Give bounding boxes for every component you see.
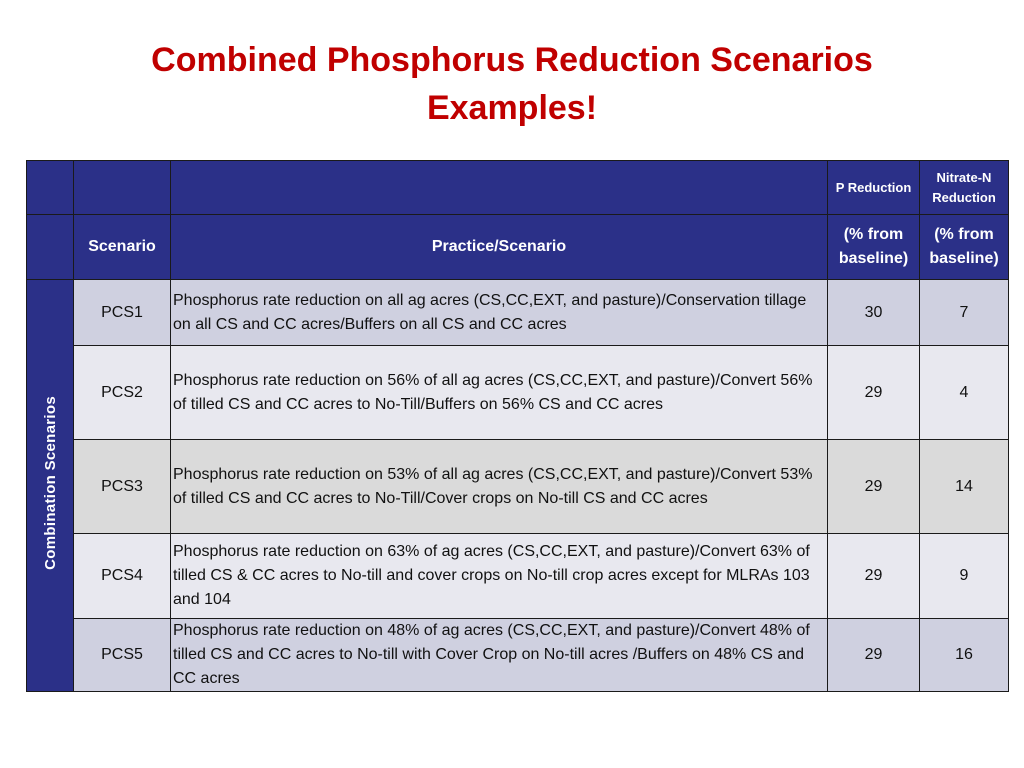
header-p-unit: (% from baseline) [828, 215, 920, 280]
scenario-practice: Phosphorus rate reduction on all ag acres (CS,CC,EXT, and pasture)/Conservation tillage on all CS and CC acres/Buffers on all CS and CC acres [171, 280, 828, 346]
scenario-code: PCS5 [74, 619, 171, 692]
scenario-code: PCS4 [74, 534, 171, 619]
slide-title-line-2: Examples! [426, 89, 598, 127]
header-scenario: Scenario [74, 215, 171, 280]
table-row [27, 346, 1009, 440]
scenario-code: PCS1 [74, 280, 171, 346]
nitrate-reduction-value: 7 [920, 280, 1009, 346]
nitrate-reduction-value: 9 [920, 534, 1009, 619]
group-label-cell [27, 280, 74, 692]
header-practice: Practice/Scenario [171, 215, 828, 280]
table-row [27, 534, 1009, 619]
header-row-bottom [27, 215, 1009, 280]
p-reduction-value: 30 [828, 280, 920, 346]
scenario-code: PCS3 [74, 440, 171, 534]
header-p-reduction: P Reduction [828, 161, 920, 215]
header-blank-practice [171, 161, 828, 215]
scenario-table [26, 160, 1009, 692]
scenario-code: PCS2 [74, 346, 171, 440]
header-blank-group-2 [27, 215, 74, 280]
header-blank-group [27, 161, 74, 215]
header-blank-scenario [74, 161, 171, 215]
p-reduction-value: 29 [828, 346, 920, 440]
nitrate-reduction-value: 4 [920, 346, 1009, 440]
scenario-practice: Phosphorus rate reduction on 56% of all ag acres (CS,CC,EXT, and pasture)/Convert 56% of tilled CS and CC acres to No-Till/Buffers on 56% CS and CC acres [171, 346, 828, 440]
p-reduction-value: 29 [828, 440, 920, 534]
table-row [27, 619, 1009, 692]
scenario-practice: Phosphorus rate reduction on 63% of ag acres (CS,CC,EXT, and pasture)/Convert 63% of tilled CS & CC acres to No-till and cover crops on No-till crop acres except for MLRAs 103 and 104 [171, 534, 828, 619]
p-reduction-value: 29 [828, 534, 920, 619]
slide-title-line-1: Combined Phosphorus Reduction Scenarios [151, 41, 873, 79]
header-nitrate-unit: (% from baseline) [920, 215, 1009, 280]
table-row [27, 280, 1009, 346]
nitrate-reduction-value: 14 [920, 440, 1009, 534]
header-row-top [27, 161, 1009, 215]
header-nitrate-reduction: Nitrate-N Reduction [920, 161, 1009, 215]
slide-title [0, 36, 1024, 132]
table-row [27, 440, 1009, 534]
scenario-practice: Phosphorus rate reduction on 48% of ag acres (CS,CC,EXT, and pasture)/Convert 48% of tilled CS and CC acres to No-till with Cover Crop on No-till acres /Buffers on 48% CS and CC acres [171, 619, 828, 692]
group-label: Combination Scenarios [41, 396, 59, 570]
p-reduction-value: 29 [828, 619, 920, 692]
scenario-practice: Phosphorus rate reduction on 53% of all ag acres (CS,CC,EXT, and pasture)/Convert 53% of tilled CS and CC acres to No-Till/Cover crops on No-till CS and CC acres [171, 440, 828, 534]
nitrate-reduction-value: 16 [920, 619, 1009, 692]
